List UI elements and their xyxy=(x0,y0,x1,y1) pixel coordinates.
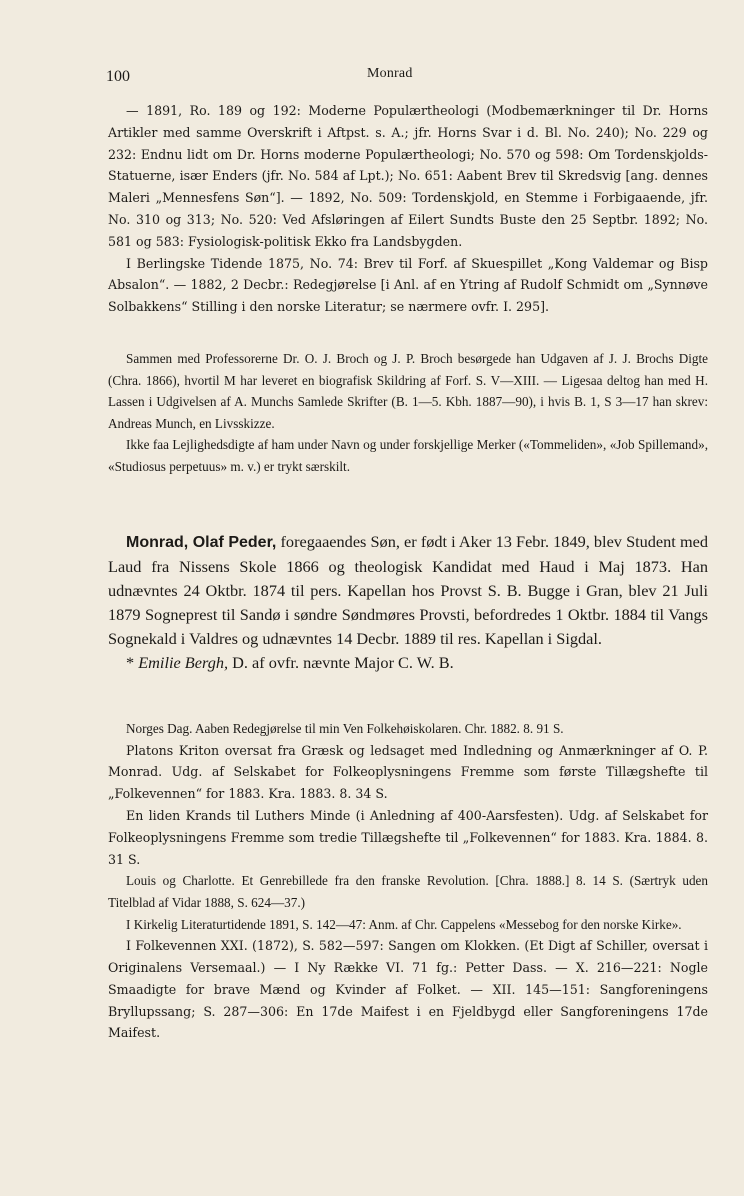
works-list xyxy=(108,718,708,1044)
note-paragraph: Ikke faa Lejlighedsdigte af ham under Navn og under forskjellige Merker («Tommeliden», «Job Spillemand», «Studiosus perpetuus» m. v.) er trykt særskilt. xyxy=(108,437,708,474)
work-item: En liden Krands til Luthers Minde (i Anledning af 400-Aarsfesten). Udg. af Selskabet for Folkeoplysningens Fremme som tredie Tillægshefte til „Folkevennen“ for 1883. Kra. 1884. 8. 31 S. xyxy=(108,807,708,867)
entry-paragraph xyxy=(108,530,708,651)
spouse-name: Emilie Bergh, xyxy=(138,653,229,672)
bib-paragraph: I Berlingske Tidende 1875, No. 74: Brev til Forf. af Skuespillet „Kong Valdemar og Bisp Absalon“. — 1882, 2 Decbr.: Redegjørelse [i Anl. af en Ytring af Rudolf Schmidt om „Synnøve Solbakkens“ Stilling i den norske Literatur; se nærmere ovfr. I. 295]. xyxy=(108,255,708,315)
spouse-line xyxy=(108,651,708,675)
biographical-entry xyxy=(108,530,708,675)
spouse-mark: * xyxy=(126,653,139,672)
page-number: 100 xyxy=(106,68,130,85)
editorial-notes xyxy=(108,348,708,478)
work-item: Platons Kriton oversat fra Græsk og ledsaget med Indledning og Anmærkninger af O. P. Monrad. Udg. af Selskabet for Folkeoplysningens Fremme som første Tillægshefte til „Folkevennen“ for 1883. Kra. 1883. 8. 34 S. xyxy=(108,742,708,802)
entry-headword: Monrad, Olaf Peder, xyxy=(126,534,277,551)
work-item: Louis og Charlotte. Et Genrebillede fra den franske Revolution. [Chra. 1888.] 8. 14 S. (Særtryk uden Titelblad af Vidar 1888, S. 624—37.) xyxy=(108,873,708,910)
work-item: I Folkevennen XXI. (1872), S. 582—597: Sangen om Klokken. (Et Digt af Schiller, oversat i Originalens Versemaal.) — I Ny Række VI. 71 fg.: Petter Dass. — X. 216—221: Nogle Smaadigte for brave Mænd og Kvinder af Folket. — XII. 145—151: Sangforeningens Bryllupssang; S. 287—306: En 17de Maifest i en Fjeldbygd eller Sangforeningens 17de Maifest. xyxy=(108,938,708,1041)
work-item: Norges Dag. Aaben Redegjørelse til min Ven Folkehøiskolaren. Chr. 1882. 8. 91 S. xyxy=(126,721,564,736)
entry-text: foregaaendes Søn, er født i Aker 13 Febr. 1849, blev Student med Laud fra Nissens Skole 1866 og theologisk Kandidat med Haud i Maj 1873. Han udnævntes 24 Oktbr. 1874 til pers. Kapellan hos Provst S. B. Bugge i Gran, blev 21 Juli 1879 Sogneprest til Sandø i søndre Søndmøres Provsti, befordredes 1 Oktbr. 1884 til Vangs Sognekald i Valdres og udnævntes 14 Decbr. 1889 til res. Kapellan i Sigdal. xyxy=(108,532,708,648)
bibliography-continued xyxy=(108,100,708,318)
bib-paragraph: — 1891, Ro. 189 og 192: Moderne Populærtheologi (Modbemærkninger til Dr. Horns Artikler med samme Overskrift i Aftpst. s. A.; jfr. Horns Svar i d. Bl. No. 240); No. 229 og 232: Endnu lidt om Dr. Horns moderne Populærtheologi; No. 570 og 598: Om Tordenskjolds-Statuerne, især Enders (jfr. No. 584 af Lpt.); No. 651: Aabent Brev til Skredsvig [ang. dennes Maleri „Mennesfens Søn“]. — 1892, No. 509: Tordenskjold, en Stemme i Forbigaaende, jfr. No. 310 og 313; No. 520: Ved Afsløringen af Eilert Sundts Buste den 25 Septbr. 1892; No. 581 og 583: Fysiologisk-politisk Ekko fra Landsbygden. xyxy=(108,103,708,249)
note-paragraph: Sammen med Professorerne Dr. O. J. Broch og J. P. Broch besørgede han Udgaven af J. J. Brochs Digte (Chra. 1866), hvortil M har leveret en biografisk Skildring af Forf. S. V—XIII. — Ligesaa deltog han med H. Lassen i Udgivelsen af A. Munchs Samlede Skrifter (B. 1—5. Kbh. 1887—90), i hvis B. 1, S 3—17 han skrev: Andreas Munch, en Livsskizze. xyxy=(108,351,708,431)
spouse-text: D. af ovfr. nævnte Major C. W. B. xyxy=(228,653,454,672)
running-title: Monrad xyxy=(367,66,413,81)
work-item: I Kirkelig Literaturtidende 1891, S. 142—47: Anm. af Chr. Cappelens «Messebog for den norske Kirke». xyxy=(126,916,682,932)
page-header xyxy=(0,64,744,88)
